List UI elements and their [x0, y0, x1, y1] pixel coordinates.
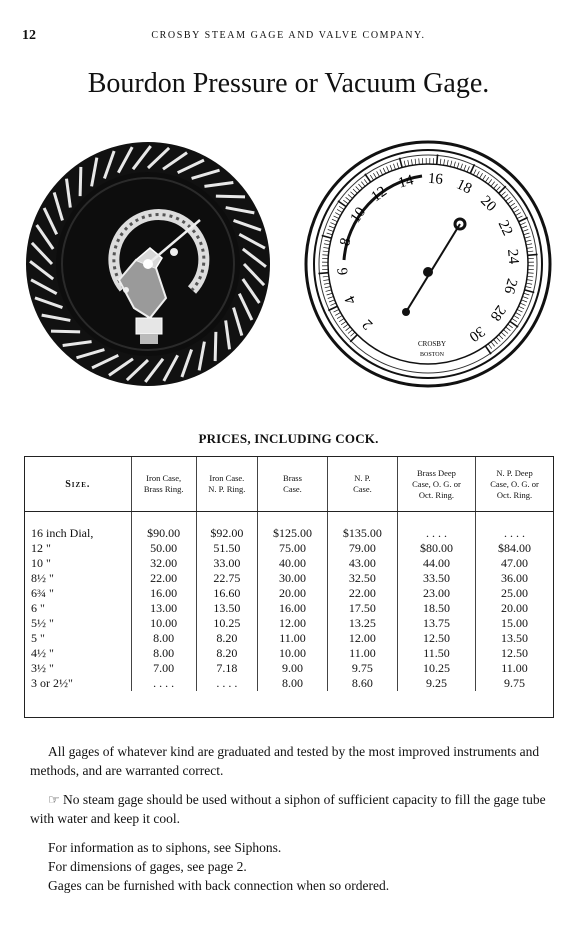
table-row [25, 646, 553, 661]
price-cell: 36.00 [476, 571, 553, 586]
price-cell: $84.00 [476, 541, 553, 556]
column-header-line: Iron Case, [146, 473, 182, 483]
table-row [25, 541, 553, 556]
dial-number: 6 [335, 266, 352, 276]
socket [136, 318, 162, 334]
column-header-line: Oct. Ring. [496, 489, 533, 500]
size-cell: 6 " [31, 601, 45, 615]
price-cell: 10.00 [131, 616, 196, 631]
notes [30, 742, 552, 895]
dial-number: 22 [494, 217, 516, 239]
table-row [25, 586, 553, 601]
price-cell: 50.00 [131, 541, 196, 556]
size-cell: 3½ " [31, 661, 54, 675]
price-cell: 11.00 [258, 631, 328, 646]
price-cell: 12.50 [397, 631, 475, 646]
page-title: Bourdon Pressure or Vacuum Gage. [87, 68, 490, 99]
column-header-line: Iron Case. [209, 473, 245, 483]
price-cell: 22.75 [196, 571, 257, 586]
price-cell: 43.00 [327, 556, 397, 571]
dial-number: 12 [368, 183, 390, 206]
price-cell: $125.00 [258, 512, 328, 542]
price-cell: 75.00 [258, 541, 328, 556]
table-row [25, 512, 553, 542]
price-cell: 8.20 [196, 631, 257, 646]
price-cell: 9.75 [327, 661, 397, 676]
dial-number: 24 [504, 248, 522, 265]
needle-hub [423, 267, 433, 277]
table-row [25, 676, 553, 691]
price-cell: 9.00 [258, 661, 328, 676]
dial-number: 28 [486, 302, 509, 324]
column-header [327, 457, 397, 512]
column-header-line: N. P. Ring. [208, 484, 246, 494]
table-row [25, 616, 553, 631]
column-header [258, 457, 328, 512]
price-cell: 13.50 [196, 601, 257, 616]
price-cell: 44.00 [397, 556, 475, 571]
price-cell: 17.50 [327, 601, 397, 616]
price-cell: 22.00 [327, 586, 397, 601]
price-cell: 20.00 [476, 601, 553, 616]
price-cell: 8.60 [327, 676, 397, 691]
column-header-line: Brass [283, 473, 302, 483]
price-cell: . . . . [397, 512, 475, 542]
dial-number: 8 [337, 236, 355, 248]
price-cell: $80.00 [397, 541, 475, 556]
price-cell: . . . . [131, 676, 196, 691]
price-cell: 32.00 [131, 556, 196, 571]
price-cell: 25.00 [476, 586, 553, 601]
dial-number: 4 [342, 293, 360, 307]
price-cell: 16.00 [131, 586, 196, 601]
table-row [25, 661, 553, 676]
note-graduated: All gages of whatever kind are graduated and tested by the most improved instruments and methods, and are warranted correct. [30, 744, 540, 778]
prices-table [24, 456, 554, 718]
siphon-warning-text: No steam gage should be used without a siphon of sufficient capacity to fill the gage tube with water and keep it cool. [30, 792, 546, 826]
price-cell: 16.60 [196, 586, 257, 601]
note-back-connection: Gages can be furnished with back connection when so ordered. [48, 878, 390, 893]
price-cell: $92.00 [196, 512, 257, 542]
note-siphon-warning [30, 790, 552, 828]
price-cell: 11.00 [476, 661, 553, 676]
dial-number: 18 [453, 176, 475, 198]
price-cell: $90.00 [131, 512, 196, 542]
size-cell: 10 " [31, 556, 51, 570]
price-cell: 10.25 [196, 616, 257, 631]
column-header-line: N. P. Deep [496, 467, 533, 478]
column-header-line: Case. [353, 484, 372, 494]
dial-number: 10 [347, 204, 370, 226]
price-cell: 23.00 [397, 586, 475, 601]
gage-dial-illustration [304, 140, 552, 388]
price-cell: 18.50 [397, 601, 475, 616]
column-header [397, 457, 475, 512]
table-row [25, 556, 553, 571]
size-cell: 4½ " [31, 646, 54, 660]
note-siphons-ref: For information as to siphons, see Siphons. [48, 840, 282, 855]
dial-number: 16 [427, 170, 444, 188]
price-cell: 12.50 [476, 646, 553, 661]
price-cell: 12.00 [327, 631, 397, 646]
price-cell: 8.00 [131, 631, 196, 646]
price-cell: 33.00 [196, 556, 257, 571]
price-cell: 8.00 [258, 676, 328, 691]
pointing-hand-icon: ☞ [48, 792, 60, 807]
column-header [196, 457, 257, 512]
maker-mark-bottom: BOSTON [420, 352, 444, 358]
price-cell: 20.00 [258, 586, 328, 601]
gage-interior-illustration [24, 140, 272, 388]
column-header-line: Case. [283, 484, 302, 494]
maker-mark-top: CROSBY [417, 340, 447, 348]
running-title: CROSBY STEAM GAGE AND VALVE COMPANY. [151, 30, 426, 41]
column-header-line: Brass Deep [416, 467, 456, 478]
table-header-row [25, 457, 553, 512]
price-cell: 16.00 [258, 601, 328, 616]
price-cell: 32.50 [327, 571, 397, 586]
running-head [22, 28, 555, 44]
price-cell: $135.00 [327, 512, 397, 542]
price-cell: . . . . [196, 676, 257, 691]
size-cell: 8½ " [31, 571, 54, 585]
price-cell: 22.00 [131, 571, 196, 586]
size-cell: 3 or 2½" [31, 676, 73, 690]
table-row [25, 631, 553, 646]
price-cell: 40.00 [258, 556, 328, 571]
price-cell: 10.00 [258, 646, 328, 661]
size-cell: 5½ " [31, 616, 54, 630]
page-number: 12 [22, 28, 36, 43]
price-cell: 13.25 [327, 616, 397, 631]
price-cell: 9.75 [476, 676, 553, 691]
column-header-line: Brass Ring. [143, 484, 184, 494]
price-cell: 7.00 [131, 661, 196, 676]
price-cell: 8.20 [196, 646, 257, 661]
table-row [25, 601, 553, 616]
price-cell: 9.25 [397, 676, 475, 691]
size-cell: 6¾ " [31, 586, 54, 600]
price-cell: 79.00 [327, 541, 397, 556]
dial-number: 30 [466, 322, 488, 345]
price-cell: . . . . [476, 512, 553, 542]
column-header [476, 457, 553, 512]
price-cell: 13.00 [131, 601, 196, 616]
price-cell: 15.00 [476, 616, 553, 631]
note-dimensions-ref: For dimensions of gages, see page 2. [48, 859, 247, 874]
price-cell: 11.50 [397, 646, 475, 661]
prices-heading: PRICES, INCLUDING COCK. [198, 431, 379, 446]
column-header-line: Case, O. G. or [412, 478, 461, 489]
dial-number: 14 [396, 172, 416, 192]
price-cell: 47.00 [476, 556, 553, 571]
dial-number: 26 [500, 276, 520, 296]
price-cell: 33.50 [397, 571, 475, 586]
price-cell: 51.50 [196, 541, 257, 556]
price-cell: 10.25 [397, 661, 475, 676]
price-cell: 8.00 [131, 646, 196, 661]
size-cell: 5 " [31, 631, 45, 645]
price-cell: 7.18 [196, 661, 257, 676]
size-cell: 16 inch Dial, [31, 526, 94, 540]
price-cell: 30.00 [258, 571, 328, 586]
price-cell: 13.75 [397, 616, 475, 631]
dial-number: 20 [477, 192, 500, 215]
column-header [131, 457, 196, 512]
dial-number: 2 [359, 315, 377, 333]
column-header-line: N. P. [354, 473, 371, 483]
price-cell: 11.00 [327, 646, 397, 661]
price-cell: 13.50 [476, 631, 553, 646]
table-row [25, 571, 553, 586]
column-header-line: Oct. Ring. [418, 489, 455, 500]
size-cell: 12 " [31, 541, 51, 555]
column-header-line: Case, O. G. or [490, 478, 539, 489]
column-header-line: Size. [65, 478, 91, 490]
price-cell: 12.00 [258, 616, 328, 631]
column-header [25, 457, 131, 512]
